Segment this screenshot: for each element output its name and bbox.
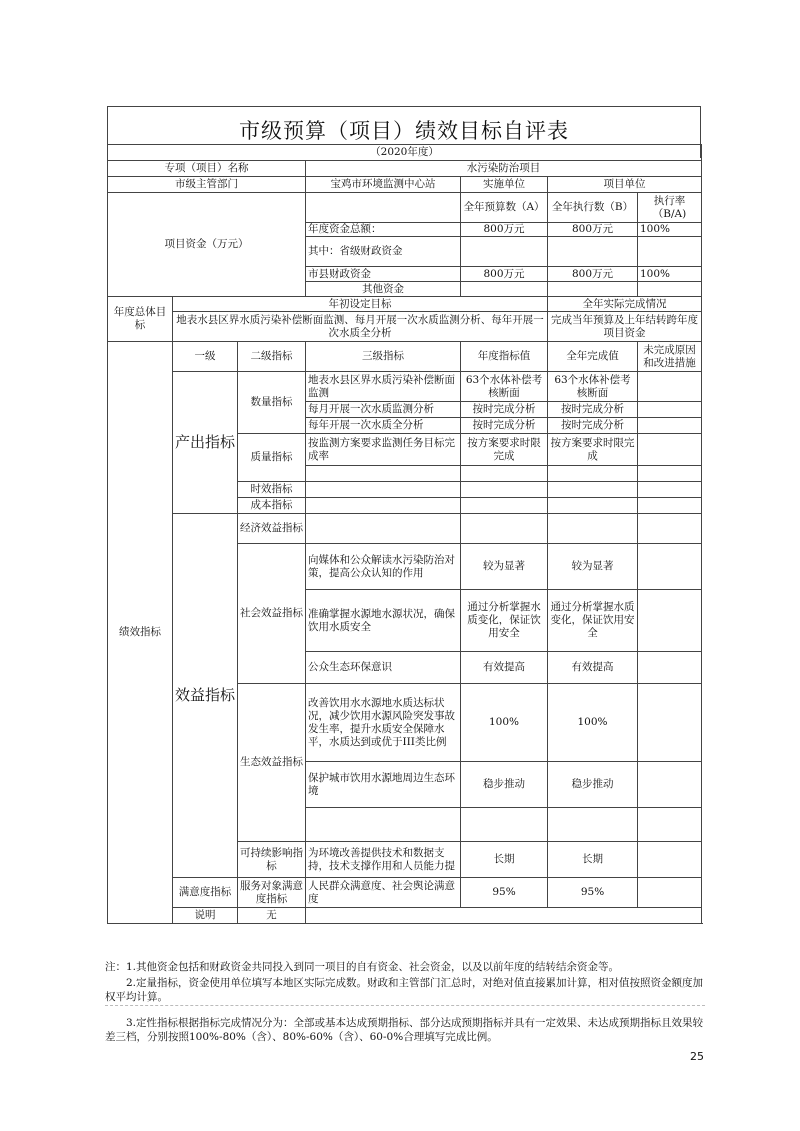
- reason-cell: [638, 372, 702, 402]
- page-title: 市级预算（项目）绩效目标自评表: [239, 119, 569, 143]
- l3-cell: [306, 482, 461, 498]
- goal-actual: 完成当年预算及上年结转跨年度项目资金: [548, 312, 702, 342]
- note-blank: [306, 908, 702, 924]
- l3-cell: 保护城市饮用水源地周边生态环境: [306, 762, 461, 808]
- done-cell: 按时完成分析: [548, 402, 638, 418]
- fund-row-rate: 100%: [638, 223, 702, 237]
- project-name-label: 专项（项目）名称: [108, 161, 306, 177]
- goal-actual-label: 全年实际完成情况: [548, 297, 702, 312]
- target-cell: [461, 482, 548, 498]
- l3-cell: 按监测方案要求监测任务目标完成率: [306, 434, 461, 466]
- reason-cell: [638, 402, 702, 418]
- footnote-1: 注：1.其他资金包括和财政资金共同投入到同一项目的自有资金、社会资金，以及以前年度的结转结余资金等。: [105, 961, 620, 973]
- fund-row-label: 其他资金: [306, 282, 461, 297]
- reason-cell: [638, 544, 702, 590]
- year-label: （2020年度）: [108, 145, 702, 161]
- benefit-label: 效益指标: [173, 514, 238, 878]
- satisfy-label: 满意度指标: [173, 878, 238, 908]
- reason-cell: [638, 418, 702, 434]
- done-cell: [548, 808, 638, 842]
- output-label: 产出指标: [173, 372, 238, 514]
- note-value: 无: [238, 908, 306, 924]
- done-cell: 按时完成分析: [548, 418, 638, 434]
- reason-cell: [638, 514, 702, 544]
- fund-header-budget: 全年预算数（A）: [461, 193, 548, 223]
- l3-cell: [306, 466, 461, 482]
- footnote-2: 2.定量指标，资金使用单位填写本地区实际完成数。财政和主管部门汇总时，对绝对值直接累加计算，相对值按照资金额度加权平均计算。: [105, 976, 705, 1006]
- l2-serve: 服务对象满意度指标: [238, 878, 306, 908]
- done-cell: [548, 514, 638, 544]
- header-target: 年度指标值: [461, 342, 548, 372]
- target-cell: 95%: [461, 878, 548, 908]
- dept-value: 宝鸡市环境监测中心站: [306, 177, 461, 193]
- l2-social: 社会效益指标: [238, 544, 306, 684]
- done-cell: [548, 498, 638, 514]
- target-cell: 有效提高: [461, 652, 548, 684]
- l2-eco: 生态效益指标: [238, 684, 306, 842]
- l3-cell: [306, 498, 461, 514]
- l3-cell: 地表水县区界水质污染补偿断面监测: [306, 372, 461, 402]
- done-cell: 63个水体补偿考核断面: [548, 372, 638, 402]
- fund-row-label: 其中：省级财政资金: [306, 237, 461, 267]
- header-reason: 未完成原因和改进措施: [638, 342, 702, 372]
- footnote-3: 3.定性指标根据指标完成情况分为：全部或基本达成预期指标、部分达成预期指标并具有一定效果、未达成预期指标且效果较差三档，分别按照100%-80%（含）、80%-60%（含）、60-0%合理填写完成比例。: [105, 1017, 704, 1043]
- target-cell: [461, 514, 548, 544]
- fund-header-exec: 全年执行数（B）: [548, 193, 638, 223]
- fund-row-exec: [548, 237, 638, 267]
- page-number: 25: [690, 1050, 704, 1063]
- l3-cell: 每年开展一次水质全分析: [306, 418, 461, 434]
- target-cell: 按时完成分析: [461, 418, 548, 434]
- l2-qty: 数量指标: [238, 372, 306, 434]
- fund-row-budget: 800万元: [461, 267, 548, 282]
- done-cell: 较为显著: [548, 544, 638, 590]
- fund-row-label: 市县财政资金: [306, 267, 461, 282]
- l3-cell: 准确掌握水源地水源状况，确保饮用水质安全: [306, 590, 461, 652]
- done-cell: [548, 482, 638, 498]
- header-l1: 一级: [173, 342, 238, 372]
- reason-cell: [638, 684, 702, 762]
- fund-row-exec: [548, 282, 638, 297]
- goal-set-label: 年初设定目标: [173, 297, 548, 312]
- l2-econ: 经济效益指标: [238, 514, 306, 544]
- fund-header-blank: [306, 193, 461, 223]
- reason-cell: [638, 434, 702, 466]
- dept-label: 市级主管部门: [108, 177, 306, 193]
- done-cell: 长期: [548, 842, 638, 878]
- l2-quality: 质量指标: [238, 434, 306, 482]
- fund-row-rate: 100%: [638, 267, 702, 282]
- fund-row-budget: 800万元: [461, 223, 548, 237]
- target-cell: [461, 808, 548, 842]
- reason-cell: [638, 878, 702, 908]
- done-cell: 通过分析掌握水质变化，保证饮用安全: [548, 590, 638, 652]
- l3-cell: 公众生态环保意识: [306, 652, 461, 684]
- header-done: 全年完成值: [548, 342, 638, 372]
- note-label: 说明: [173, 908, 238, 924]
- done-cell: 100%: [548, 684, 638, 762]
- l3-cell: 人民群众满意度、社会舆论满意度: [306, 878, 461, 908]
- goal-set: 地表水县区界水质污染补偿断面监测、每月开展一次水质监测分析、每年开展一次水质全分析: [173, 312, 548, 342]
- reason-cell: [638, 842, 702, 878]
- l2-time: 时效指标: [238, 482, 306, 498]
- target-cell: 63个水体补偿考核断面: [461, 372, 548, 402]
- done-cell: 稳步推动: [548, 762, 638, 808]
- target-cell: 稳步推动: [461, 762, 548, 808]
- target-cell: 按时完成分析: [461, 402, 548, 418]
- l3-cell: 改善饮用水水源地水质达标状况，减少饮用水源风险突发事故发生率，提升水质安全保障水平，水质达到或优于III类比例: [306, 684, 461, 762]
- done-cell: 有效提高: [548, 652, 638, 684]
- l3-cell: 每月开展一次水质监测分析: [306, 402, 461, 418]
- fund-header-rate: 执行率（B/A): [638, 193, 702, 223]
- done-cell: 95%: [548, 878, 638, 908]
- l2-cost: 成本指标: [238, 498, 306, 514]
- l3-cell: 为环境改善提供技术和数据支持，技术支撑作用和人员能力提: [306, 842, 461, 878]
- evaluation-table: [107, 144, 702, 924]
- perf-label: 绩效指标: [108, 342, 173, 924]
- impl-value: 项目单位: [548, 177, 702, 193]
- done-cell: 按方案要求时限完成: [548, 434, 638, 466]
- reason-cell: [638, 652, 702, 684]
- reason-cell: [638, 590, 702, 652]
- target-cell: 按方案要求时限完成: [461, 434, 548, 466]
- fund-row-exec: 800万元: [548, 223, 638, 237]
- l3-cell: [306, 808, 461, 842]
- fund-row-exec: 800万元: [548, 267, 638, 282]
- target-cell: 较为显著: [461, 544, 548, 590]
- reason-cell: [638, 482, 702, 498]
- l2-sustain: 可持续影响指标: [238, 842, 306, 878]
- header-l2: 二级指标: [238, 342, 306, 372]
- reason-cell: [638, 762, 702, 808]
- fund-label: 项目资金（万元）: [108, 193, 306, 297]
- reason-cell: [638, 808, 702, 842]
- impl-label: 实施单位: [461, 177, 548, 193]
- header-l3: 三级指标: [306, 342, 461, 372]
- fund-row-label: 年度资金总额：: [306, 223, 461, 237]
- project-name: 水污染防治项目: [306, 161, 702, 177]
- goal-label: 年度总体目标: [108, 297, 173, 342]
- l3-cell: 向媒体和公众解读水污染防治对策，提高公众认知的作用: [306, 544, 461, 590]
- target-cell: [461, 466, 548, 482]
- l3-cell: [306, 514, 461, 544]
- reason-cell: [638, 466, 702, 482]
- fund-row-rate: [638, 237, 702, 267]
- footnotes: [105, 960, 705, 1046]
- fund-row-budget: [461, 237, 548, 267]
- fund-row-rate: [638, 282, 702, 297]
- target-cell: 长期: [461, 842, 548, 878]
- reason-cell: [638, 498, 702, 514]
- done-cell: [548, 466, 638, 482]
- target-cell: 通过分析掌握水质变化，保证饮用安全: [461, 590, 548, 652]
- target-cell: 100%: [461, 684, 548, 762]
- fund-row-budget: [461, 282, 548, 297]
- target-cell: [461, 498, 548, 514]
